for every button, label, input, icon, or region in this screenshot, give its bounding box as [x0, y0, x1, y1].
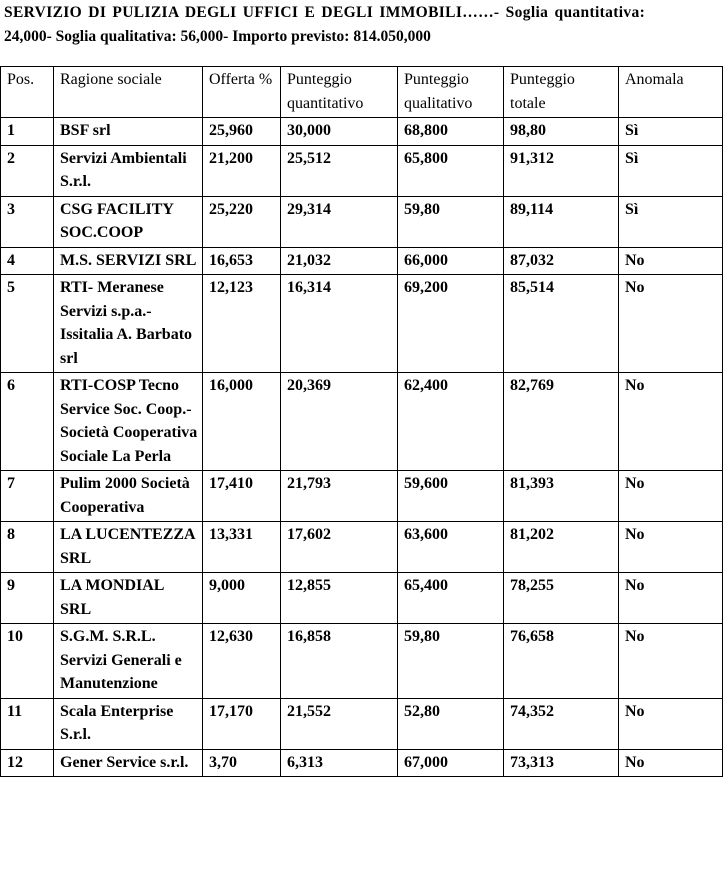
- cell-ragione-sociale: M.S. SERVIZI SRL: [54, 247, 203, 275]
- table-row: [1, 145, 723, 196]
- header-punteggio-quantitativo: Punteggio quantitativo: [281, 67, 398, 118]
- cell-ragione-sociale: Pulim 2000 Società Cooperativa: [54, 471, 203, 522]
- cell-punteggio-totale: 76,658: [504, 624, 619, 699]
- cell-punteggio-quantitativo: 16,858: [281, 624, 398, 699]
- cell-punteggio-qualitativo: 59,80: [398, 624, 504, 699]
- cell-punteggio-qualitativo: 69,200: [398, 275, 504, 373]
- cell-ragione-sociale: LA MONDIAL SRL: [54, 573, 203, 624]
- cell-pos: 12: [1, 749, 54, 777]
- cell-punteggio-qualitativo: 67,000: [398, 749, 504, 777]
- cell-punteggio-totale: 87,032: [504, 247, 619, 275]
- cell-punteggio-qualitativo: 62,400: [398, 373, 504, 471]
- table-body: [1, 118, 723, 777]
- cell-offerta: 3,70: [203, 749, 281, 777]
- cell-punteggio-qualitativo: 52,80: [398, 698, 504, 749]
- cell-ragione-sociale: RTI-COSP Tecno Service Soc. Coop.- Società Cooperativa Sociale La Perla: [54, 373, 203, 471]
- table-row: [1, 118, 723, 146]
- cell-pos: 3: [1, 196, 54, 247]
- cell-punteggio-quantitativo: 16,314: [281, 275, 398, 373]
- table-row: [1, 573, 723, 624]
- heading-line-1: SERVIZIO DI PULIZIA DEGLI UFFICI E DEGLI IMMOBILI……- Soglia quantitativa:: [4, 4, 646, 21]
- cell-punteggio-qualitativo: 63,600: [398, 522, 504, 573]
- cell-punteggio-quantitativo: 20,369: [281, 373, 398, 471]
- cell-ragione-sociale: BSF srl: [54, 118, 203, 146]
- cell-punteggio-totale: 78,255: [504, 573, 619, 624]
- cell-punteggio-totale: 74,352: [504, 698, 619, 749]
- cell-punteggio-qualitativo: 59,80: [398, 196, 504, 247]
- header-anomala: Anomala: [619, 67, 723, 118]
- table-row: [1, 275, 723, 373]
- cell-offerta: 25,960: [203, 118, 281, 146]
- cell-anomala: Sì: [619, 196, 723, 247]
- cell-offerta: 16,000: [203, 373, 281, 471]
- header-ragione-sociale: Ragione sociale: [54, 67, 203, 118]
- table-header-row: [1, 67, 723, 118]
- cell-punteggio-quantitativo: 6,313: [281, 749, 398, 777]
- cell-pos: 2: [1, 145, 54, 196]
- cell-offerta: 21,200: [203, 145, 281, 196]
- cell-offerta: 13,331: [203, 522, 281, 573]
- table-row: [1, 698, 723, 749]
- table-row: [1, 624, 723, 699]
- cell-anomala: No: [619, 573, 723, 624]
- cell-anomala: No: [619, 275, 723, 373]
- cell-punteggio-totale: 85,514: [504, 275, 619, 373]
- cell-punteggio-totale: 91,312: [504, 145, 619, 196]
- cell-pos: 7: [1, 471, 54, 522]
- cell-punteggio-totale: 89,114: [504, 196, 619, 247]
- cell-offerta: 12,630: [203, 624, 281, 699]
- cell-punteggio-totale: 81,202: [504, 522, 619, 573]
- cell-punteggio-quantitativo: 12,855: [281, 573, 398, 624]
- document-heading: [4, 1, 724, 48]
- results-table: [0, 66, 723, 777]
- cell-anomala: No: [619, 624, 723, 699]
- table-row: [1, 247, 723, 275]
- cell-anomala: No: [619, 247, 723, 275]
- header-offerta: Offerta %: [203, 67, 281, 118]
- cell-punteggio-totale: 82,769: [504, 373, 619, 471]
- cell-anomala: No: [619, 698, 723, 749]
- cell-offerta: 9,000: [203, 573, 281, 624]
- cell-offerta: 25,220: [203, 196, 281, 247]
- cell-anomala: No: [619, 471, 723, 522]
- cell-pos: 5: [1, 275, 54, 373]
- cell-punteggio-quantitativo: 29,314: [281, 196, 398, 247]
- cell-punteggio-qualitativo: 66,000: [398, 247, 504, 275]
- cell-punteggio-quantitativo: 21,552: [281, 698, 398, 749]
- cell-pos: 11: [1, 698, 54, 749]
- cell-punteggio-quantitativo: 21,793: [281, 471, 398, 522]
- cell-pos: 4: [1, 247, 54, 275]
- cell-anomala: No: [619, 749, 723, 777]
- cell-offerta: 12,123: [203, 275, 281, 373]
- cell-punteggio-quantitativo: 25,512: [281, 145, 398, 196]
- cell-offerta: 16,653: [203, 247, 281, 275]
- cell-anomala: Sì: [619, 118, 723, 146]
- cell-punteggio-totale: 98,80: [504, 118, 619, 146]
- header-punteggio-totale: Punteggio totale: [504, 67, 619, 118]
- cell-punteggio-quantitativo: 17,602: [281, 522, 398, 573]
- table-row: [1, 196, 723, 247]
- header-pos: Pos.: [1, 67, 54, 118]
- cell-ragione-sociale: Gener Service s.r.l.: [54, 749, 203, 777]
- cell-anomala: No: [619, 522, 723, 573]
- header-punteggio-qualitativo: Punteggio qualitativo: [398, 67, 504, 118]
- cell-punteggio-qualitativo: 65,400: [398, 573, 504, 624]
- cell-ragione-sociale: Scala Enterprise S.r.l.: [54, 698, 203, 749]
- cell-pos: 1: [1, 118, 54, 146]
- cell-punteggio-quantitativo: 21,032: [281, 247, 398, 275]
- cell-anomala: Sì: [619, 145, 723, 196]
- table-row: [1, 749, 723, 777]
- heading-line-2: 24,000- Soglia qualitativa: 56,000- Importo previsto: 814.050,000: [4, 27, 431, 45]
- table-row: [1, 373, 723, 471]
- cell-ragione-sociale: RTI- Meranese Servizi s.p.a.- Issitalia A. Barbato srl: [54, 275, 203, 373]
- cell-ragione-sociale: CSG FACILITY SOC.COOP: [54, 196, 203, 247]
- cell-punteggio-qualitativo: 65,800: [398, 145, 504, 196]
- cell-pos: 9: [1, 573, 54, 624]
- cell-pos: 8: [1, 522, 54, 573]
- cell-offerta: 17,170: [203, 698, 281, 749]
- cell-pos: 6: [1, 373, 54, 471]
- cell-punteggio-totale: 81,393: [504, 471, 619, 522]
- cell-anomala: No: [619, 373, 723, 471]
- cell-punteggio-qualitativo: 59,600: [398, 471, 504, 522]
- cell-punteggio-totale: 73,313: [504, 749, 619, 777]
- cell-pos: 10: [1, 624, 54, 699]
- table-row: [1, 471, 723, 522]
- cell-punteggio-qualitativo: 68,800: [398, 118, 504, 146]
- cell-punteggio-quantitativo: 30,000: [281, 118, 398, 146]
- cell-ragione-sociale: LA LUCENTEZZA SRL: [54, 522, 203, 573]
- table-row: [1, 522, 723, 573]
- cell-ragione-sociale: Servizi Ambientali S.r.l.: [54, 145, 203, 196]
- cell-ragione-sociale: S.G.M. S.R.L. Servizi Generali e Manutenzione: [54, 624, 203, 699]
- cell-offerta: 17,410: [203, 471, 281, 522]
